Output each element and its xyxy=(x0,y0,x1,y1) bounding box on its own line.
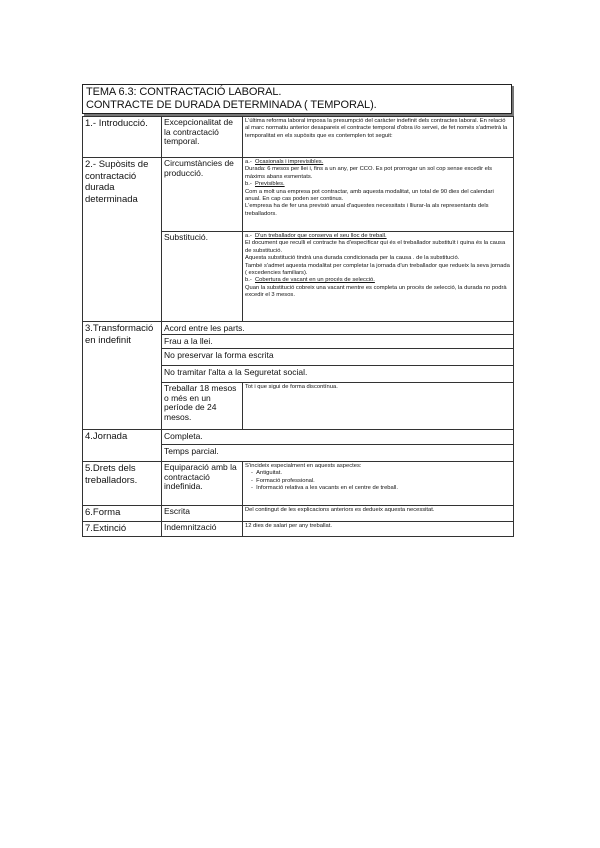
label-cell: Circumstàncies de producció. xyxy=(162,158,243,232)
section-cell: 7.Extinció xyxy=(83,522,162,537)
text-cell: 12 dies de salari per any treballat. xyxy=(243,522,514,537)
table-row xyxy=(83,462,514,506)
content-table xyxy=(82,116,514,537)
label-cell: Equiparació amb la contractació indefinida. xyxy=(162,462,243,506)
title-line-1: TEMA 6.3: CONTRACTACIÓ LABORAL. xyxy=(86,86,282,98)
section-cell: 6.Forma xyxy=(83,506,162,522)
table-row xyxy=(83,506,514,522)
text-cell: Del contingut de les explicacions anteriors es dedueix aquesta necessitat. xyxy=(243,506,514,522)
subsection-a: a.- Ocasionals i imprevisibles. xyxy=(245,159,324,165)
section-cell: 2.- Supòsits de contractació durada determinada xyxy=(83,158,162,322)
title-line-2: CONTRACTE DE DURADA DETERMINADA ( TEMPORAL). xyxy=(86,99,377,111)
section-cell: 5.Drets dels treballadors. xyxy=(83,462,162,506)
label-cell: Escrita xyxy=(162,506,243,522)
table-row xyxy=(83,158,514,232)
subsection-a-title: D'un treballador que conserva el seu lloc de treball. xyxy=(255,233,387,239)
table-row xyxy=(83,522,514,537)
table-row xyxy=(83,322,514,335)
label-cell: Excepcionalitat de la contractació temporal. xyxy=(162,117,243,158)
title-box xyxy=(82,84,512,114)
paragraph: Durada: 6 mesos per llei i, fins a un any, per CCO. Es pot prorrogar un sol cop sense excedir els màxims abans esmentats. xyxy=(245,166,493,180)
subsection-b-title: Previsibles. xyxy=(255,181,285,188)
subsection-b: b.- Cobertura de vacant en un procés de selecció. xyxy=(245,277,375,284)
item-cell: Completa. xyxy=(162,430,514,445)
subsection-a: a.- D'un treballador que conserva el seu lloc de treball. xyxy=(245,233,387,239)
label-cell: Substitució. xyxy=(162,232,243,322)
label-cell: Indemnització xyxy=(162,522,243,537)
item-cell: Acord entre les parts. xyxy=(162,322,514,335)
paragraph: S'incideix especialment en aquests aspectes: xyxy=(245,463,362,469)
text-cell xyxy=(243,158,514,232)
section-cell: 3.Transformació en indefinit xyxy=(83,322,162,430)
section-cell: 1.- Introducció. xyxy=(83,117,162,158)
subsection-b-title: Cobertura de vacant en un procés de selecció. xyxy=(255,277,375,284)
section-cell: 4.Jornada xyxy=(83,430,162,462)
table-row xyxy=(83,117,514,158)
text-cell: L'última reforma laboral imposa la presumpció del caràcter indefinit dels contractes laboral. En relació al marc normatiu anterior desapareix el contracte temporal d'obra i/o servei, de fet només s'admetrà la temporalitat en els supòsits que es contemplen tot seguit: xyxy=(243,117,514,158)
list-item: - Formació professional. xyxy=(251,477,315,484)
paragraph: Quan la substitució cobreix una vacant mentre es completa un procés de selecció, la durada no podrà excedir el 3 mesos. xyxy=(245,284,507,299)
subsection-a-title: Ocasionals i imprevisibles. xyxy=(255,159,324,165)
label-cell: Treballar 18 mesos o més en un període de 24 mesos. xyxy=(162,383,243,430)
text-cell xyxy=(243,232,514,322)
item-cell: No preservar la forma escrita xyxy=(162,349,514,366)
item-cell: Temps parcial. xyxy=(162,445,514,462)
list-item: - Antiguitat. xyxy=(251,470,282,477)
text-cell xyxy=(243,462,514,506)
document-page xyxy=(82,84,514,537)
item-cell: No tramitar l'alta a la Seguretat social. xyxy=(162,366,514,383)
paragraph: L'empresa ha de fer una previsió anual d'aquestes necessitats i lliurar-la als representants dels treballadors. xyxy=(245,203,489,217)
paragraph: El document que reculli el contracte ha d'especificar qui és el treballador substituït i quina és la causa de substitució. xyxy=(245,240,506,254)
list-item: - Informació relativa a les vacants en el centre de treball. xyxy=(251,485,398,492)
table-row xyxy=(83,430,514,445)
text-cell: Tot i que sigui de forma discontínua. xyxy=(243,383,514,430)
paragraph: Aquesta substitució tindrà una durada condicionada per la causa . de la substitució. xyxy=(245,255,460,262)
paragraph: També s'admet aquesta modalitat per completar la jornada d'un treballador que redueix la seva jornada ( excedencies familiars). xyxy=(245,262,510,277)
paragraph: Com a molt una empresa pot contractar, amb aquesta modalitat, un total de 90 dies del calendari anual. En cap cas poden ser continus. xyxy=(245,188,494,203)
item-cell: Frau a la llei. xyxy=(162,335,514,349)
subsection-b: b.- Previsibles. xyxy=(245,181,285,188)
